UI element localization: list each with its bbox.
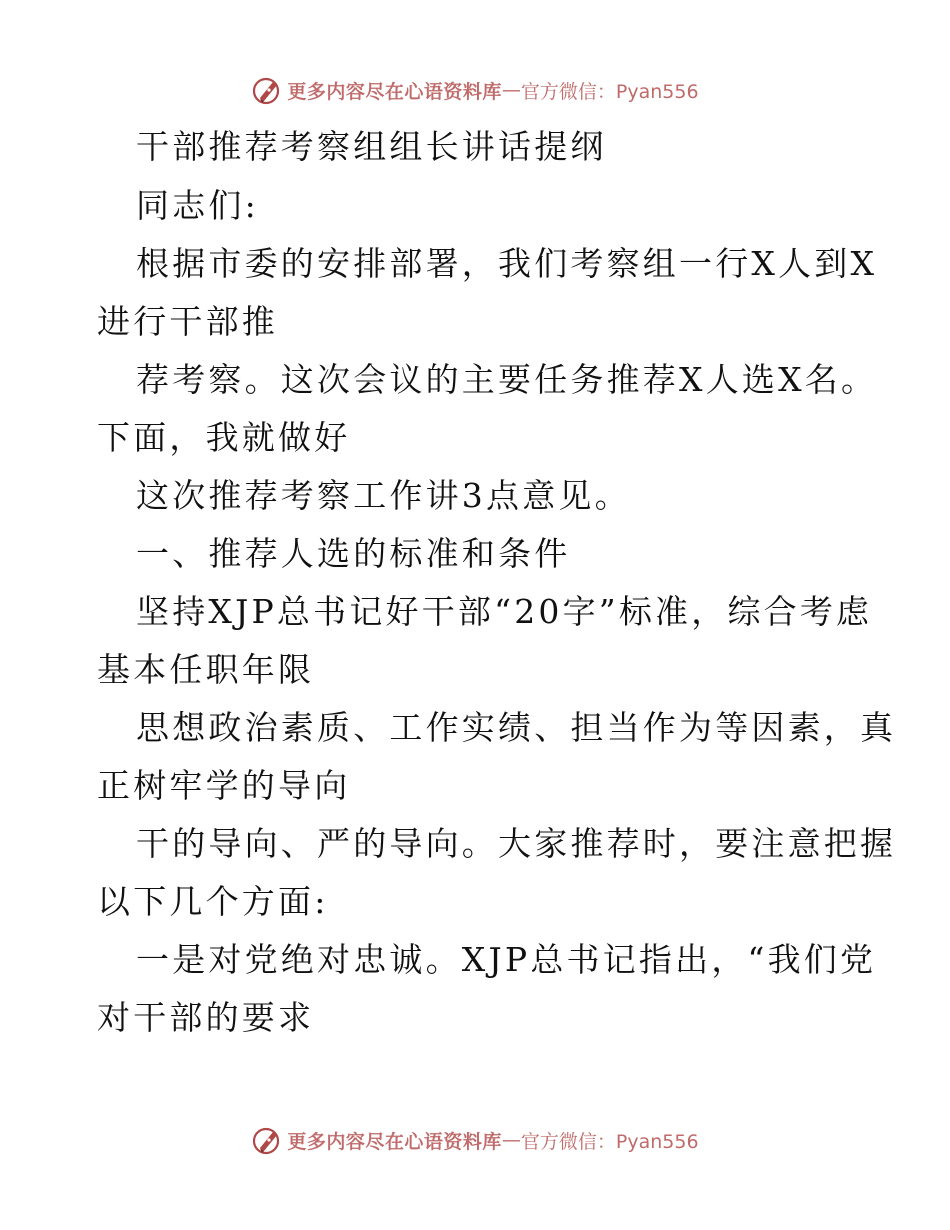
paragraph-line: 这次推荐考察工作讲3点意见。 <box>136 476 631 515</box>
paragraph-line: 根据市委的安排部署，我们考察组一行X人到X <box>136 244 878 283</box>
paragraph-line: 正树牢学的导向 <box>97 766 351 805</box>
paragraph-line: 坚持XJP总书记好干部“20字”标准，综合考虑 <box>136 592 873 631</box>
banner-wechat: 官方微信：Pyan556 <box>520 1130 699 1153</box>
banner-separator: — <box>501 79 521 101</box>
paragraph-line: 一是对党绝对忠诚。XJP总书记指出，“我们党 <box>136 940 877 979</box>
pen-nib-logo-icon <box>251 1124 283 1156</box>
paragraph-line: 进行干部推 <box>97 302 278 341</box>
document-title: 干部推荐考察组组长讲话提纲 <box>136 127 607 166</box>
paragraph-line: 对干部的要求 <box>97 998 315 1037</box>
pen-nib-logo-icon <box>251 74 283 106</box>
banner-title: 更多内容尽在心语资料库 <box>287 80 502 103</box>
banner-wechat: 官方微信：Pyan556 <box>520 80 699 103</box>
paragraph-line: 下面，我就做好 <box>97 418 351 457</box>
banner-title: 更多内容尽在心语资料库 <box>287 1130 502 1153</box>
paragraph-line: 干的导向、严的导向。大家推荐时，要注意把握 <box>136 824 897 863</box>
salutation: 同志们: <box>136 186 259 225</box>
header-banner <box>0 70 950 110</box>
banner-separator: — <box>501 1129 521 1151</box>
footer-banner <box>0 1120 950 1160</box>
paragraph-line: 思想政治素质、工作实绩、担当作为等因素，真 <box>136 708 897 747</box>
section-heading: 一、推荐人选的标准和条件 <box>136 534 571 573</box>
paragraph-line: 荐考察。这次会议的主要任务推荐X人选X名。 <box>136 360 878 399</box>
paragraph-line: 基本任职年限 <box>97 650 315 689</box>
paragraph-line: 以下几个方面: <box>97 882 329 921</box>
